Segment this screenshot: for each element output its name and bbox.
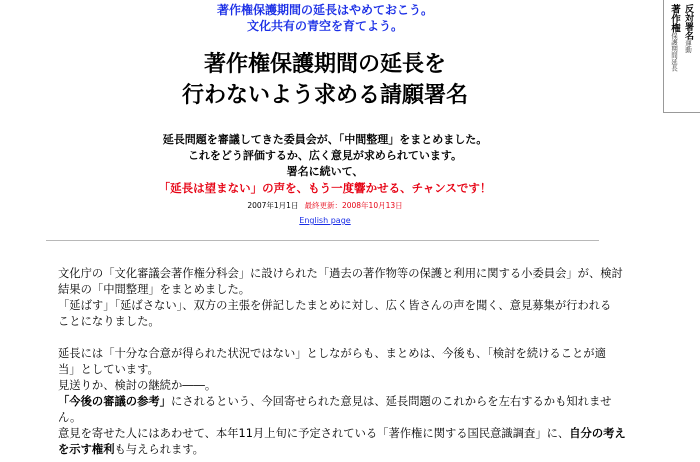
body-line-11-bold: を示す権利: [58, 443, 115, 456]
body-line-1: 文化庁の「文化審議会著作権分科会」に設けられた「過去の著作物等の保護と利用に関する小委員会」が、検討: [58, 267, 623, 280]
body-line-8-rest: にされるという、今回寄せられた意見は、延長問題のこれからを左右するかも知れませ: [170, 395, 612, 408]
lead-line-1: 延長問題を審議してきた委員会が、「中間整理」をまとめました。: [162, 133, 488, 146]
badge-col2-main: 反対署名: [683, 4, 693, 40]
page-title-line-1: 著作権保護期間の延長を: [203, 52, 446, 77]
body-line-5: 延長には「十分な合意が得られた状況ではない」としながらも、まとめは、今後も、「検討を続けることが適: [58, 347, 606, 360]
page-title-line-2: 行わないよう求める請願署名: [181, 83, 468, 108]
badge-col1-main: 著作権: [669, 4, 680, 33]
badge-column-2: [682, 4, 694, 53]
body-line-9: ん。: [58, 411, 82, 424]
date-line: [0, 201, 650, 211]
divider: [46, 240, 599, 241]
lead-callout: 「延長は望まない」の声を、もう一度響かせる、チャンスです！: [158, 181, 492, 195]
body-line-10: [58, 426, 626, 442]
body-line-10-start: 意見を寄せた人にはあわせて、本年11月上旬に予定されている「著作権に関する国民意識調査」に、: [58, 427, 570, 440]
lead-line-3: 署名に続いて、: [286, 165, 364, 178]
updated-label: 最終更新：: [304, 201, 342, 210]
campaign-badge[interactable]: [663, 0, 700, 113]
badge-col2-small: 運動: [684, 40, 692, 53]
english-page-link[interactable]: English page: [299, 216, 351, 225]
body-line-3: 「延ばす」「延ばさない」、双方の主張を併記したまとめに対し、広く皆さんの声を聞く、意見募集が行われる: [58, 299, 612, 312]
body-line-10-bold: 自分の考え: [569, 427, 626, 440]
body-line-8-bold: 「今後の審議の参考」: [58, 395, 171, 408]
slogan-line-1: 著作権保護期間の延長はやめておこう。: [216, 3, 433, 17]
updated-date: 2008年10月13日: [341, 201, 403, 210]
created-date: 2007年1月1日: [247, 201, 299, 210]
badge-column-1: [668, 4, 680, 72]
body-line-11: [58, 442, 618, 458]
slogan-line-2: 文化共有の青空を育てよう。: [246, 19, 403, 33]
badge-col1-small: 保護期間延長: [670, 32, 678, 72]
lead-line-2: これをどう評価するか、広く意見が求められています。: [187, 149, 463, 162]
body-line-11-rest: も与えられます。: [114, 443, 204, 456]
body-line-7: 見送りか、検討の継続か――。: [58, 379, 217, 392]
body-line-8: [58, 394, 618, 410]
english-link-row: [0, 216, 650, 226]
body-line-2: 結果の「中間整理」をまとめました。: [58, 283, 251, 296]
body-line-6: 当」としています。: [58, 363, 159, 376]
body-line-4: ことになりました。: [58, 315, 160, 328]
